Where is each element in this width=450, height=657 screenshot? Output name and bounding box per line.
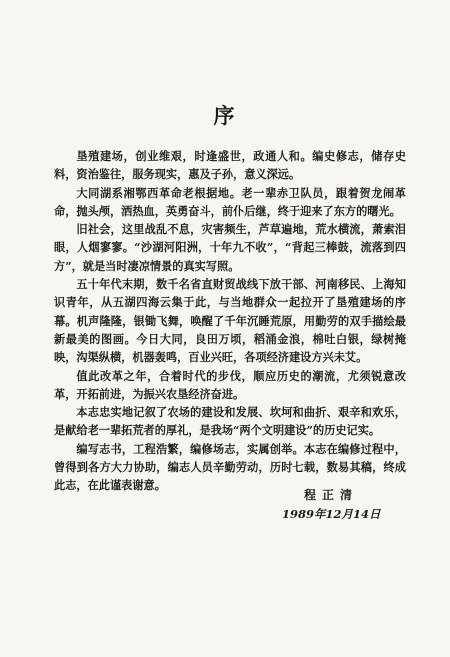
author-signature: 程正清 [303,488,358,502]
paragraph-3: 旧社会，这里战乱不息，灾害频生，芦草遍地，荒水横流，萧索泪眼，人烟寥寥。“沙湖河阳洲，十年九不收”，“背起三棒鼓，流落到四方”，就是当时凄凉情景的真实写照。 [54,222,406,273]
paragraph-7: 编写志书，工程浩繁，编修场志，实属创举。本志在编修过程中，曾得到各方大力协助，编志人员辛勤劳动，历时七载，数易其稿，终成此志，在此谨表谢意。 [54,441,406,493]
page-title: 序 [213,103,237,128]
signature-date: 1989年12月14日 [282,507,381,521]
paragraph-5: 值此改革之年，合着时代的步伐，顺应历史的潮流，尤须锐意改革，开拓前进，为振兴农垦经济奋进。 [54,368,406,401]
paragraph-2: 大同湖系湘鄂西革命老根据地。老一辈赤卫队员，跟着贺龙闹革命，抛头颅，洒热血，英勇奋斗，前仆后继，终于迎来了东方的曙光。 [54,185,406,218]
paragraph-6: 本志忠实地记叙了农场的建设和发展、坎坷和曲折、艰辛和欢乐，是献给老一辈拓荒者的厚礼，是我场“两个文明建设”的历史记实。 [54,405,406,438]
paragraph-4: 五十年代末期，数千名省直财贸战线下放干部、河南移民、上海知识青年，从五湖四海云集于此，与当地群众一起拉开了垦殖建场的序幕。机声隆隆，银锄飞舞，唤醒了千年沉睡荒原，用勤劳的双手描绘最新最美的图画。今日大同，良田万顷，稻涌金浪，棉吐白银，绿树掩映，沟渠纵横，机器轰鸣，百业兴旺，各项经济建设方兴未艾。 [54,277,406,365]
paragraph-1: 垦殖建场，创业维艰，时逢盛世，政通人和。编史修志，储存史料，资治鉴往，服务现实，惠及子孙，意义深远。 [54,149,406,182]
preface-body [54,147,406,495]
